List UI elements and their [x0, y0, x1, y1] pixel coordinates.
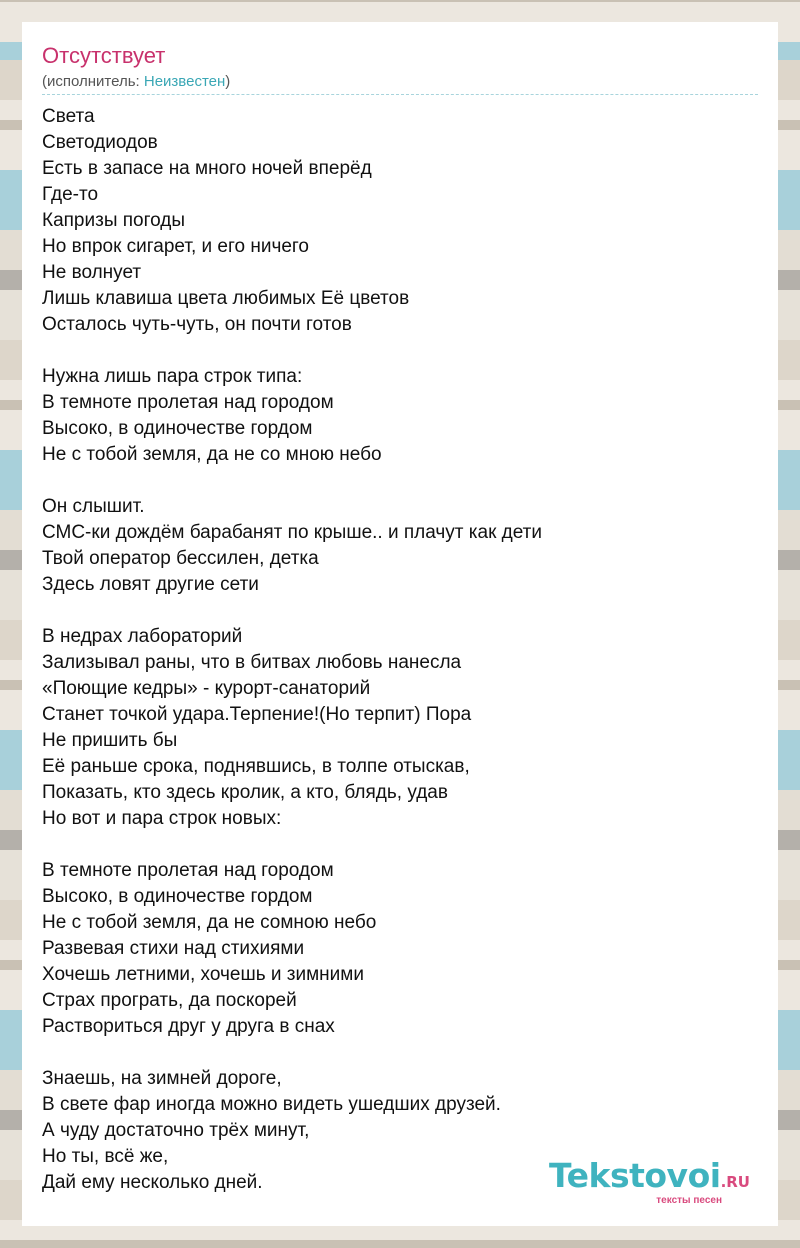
title-divider — [42, 94, 758, 95]
lyrics-line: Не с тобой земля, да не со мною небо — [42, 444, 382, 465]
lyrics-line: В темноте пролетая над городом — [42, 392, 334, 413]
lyrics-line: Её раньше срока, поднявшись, в толпе отыскав, — [42, 756, 470, 777]
lyrics-line: Светодиодов — [42, 132, 158, 153]
lyrics-line: «Поющие кедры» - курорт-санаторий — [42, 678, 371, 699]
lyrics-line: Развевая стихи над стихиями — [42, 938, 305, 959]
lyrics-line: Нужна лишь пара строк типа: — [42, 366, 303, 387]
site-logo[interactable] — [549, 1156, 750, 1206]
artist-prefix: (исполнитель: — [42, 73, 144, 90]
lyrics-line: Высоко, в одиночестве гордом — [42, 886, 313, 907]
lyrics-line: Высоко, в одиночестве гордом — [42, 418, 313, 439]
lyrics-stanza — [42, 494, 758, 598]
lyrics-line: Зализывал раны, что в битвах любовь нанесла — [42, 652, 462, 673]
lyrics-line: В свете фар иногда можно видеть ушедших друзей. — [42, 1094, 501, 1115]
song-title: Отсутствует — [42, 43, 166, 68]
lyrics-line: Дай ему несколько дней. — [42, 1172, 263, 1193]
logo-wordmark — [549, 1156, 750, 1199]
logo-tagline: тексты песен — [656, 1195, 722, 1206]
lyrics-line: В темноте пролетая над городом — [42, 860, 334, 881]
lyrics-line: Станет точкой удара.Терпение!(Но терпит) Пора — [42, 704, 472, 725]
artist-suffix: ) — [225, 73, 231, 90]
lyrics-card — [22, 22, 778, 1226]
lyrics-line: СМС-ки дождём барабанят по крыше.. и плачут как дети — [42, 522, 542, 543]
lyrics-line: Лишь клавиша цвета любимых Её цветов — [42, 288, 410, 309]
lyrics-line: В недрах лабораторий — [42, 626, 243, 647]
lyrics-line: Но впрок сигарет, и его ничего — [42, 236, 309, 257]
logo-name: Tekstovoi — [549, 1156, 721, 1195]
lyrics-line: Света — [42, 106, 95, 127]
lyrics-line: Осталось чуть-чуть, он почти готов — [42, 314, 352, 335]
lyrics-line: Знаешь, на зимней дороге, — [42, 1068, 282, 1089]
lyrics-line: Не волнует — [42, 262, 142, 283]
lyrics-line: Не с тобой земля, да не сомною небо — [42, 912, 377, 933]
lyrics-stanza — [42, 104, 758, 338]
lyrics-line: Капризы погоды — [42, 210, 186, 231]
lyrics-line: Но вот и пара строк новых: — [42, 808, 282, 829]
lyrics-line: А чуду достаточно трёх минут, — [42, 1120, 310, 1141]
lyrics-line: Страх програть, да поскорей — [42, 990, 297, 1011]
lyrics-line: Но ты, всё же, — [42, 1146, 169, 1167]
lyrics-line: Есть в запасе на много ночей вперёд — [42, 158, 372, 179]
lyrics-line: Хочешь летними, хочешь и зимними — [42, 964, 364, 985]
logo-tld: .RU — [720, 1173, 750, 1191]
artist-link[interactable]: Неизвестен — [143, 73, 226, 90]
lyrics-line: Где-то — [42, 184, 99, 205]
lyrics-line: Показать, кто здесь кролик, а кто, блядь, удав — [42, 782, 448, 803]
lyrics-text — [42, 104, 758, 1196]
artist-line — [42, 72, 230, 92]
lyrics-stanza — [42, 624, 758, 832]
lyrics-stanza — [42, 364, 758, 468]
lyrics-line: Не пришить бы — [42, 730, 178, 751]
lyrics-line: Раствориться друг у друга в снах — [42, 1016, 335, 1037]
lyrics-line: Здесь ловят другие сети — [42, 574, 259, 595]
lyrics-line: Твой оператор бессилен, детка — [42, 548, 319, 569]
lyrics-stanza — [42, 858, 758, 1040]
lyrics-line: Он слышит. — [42, 496, 145, 517]
